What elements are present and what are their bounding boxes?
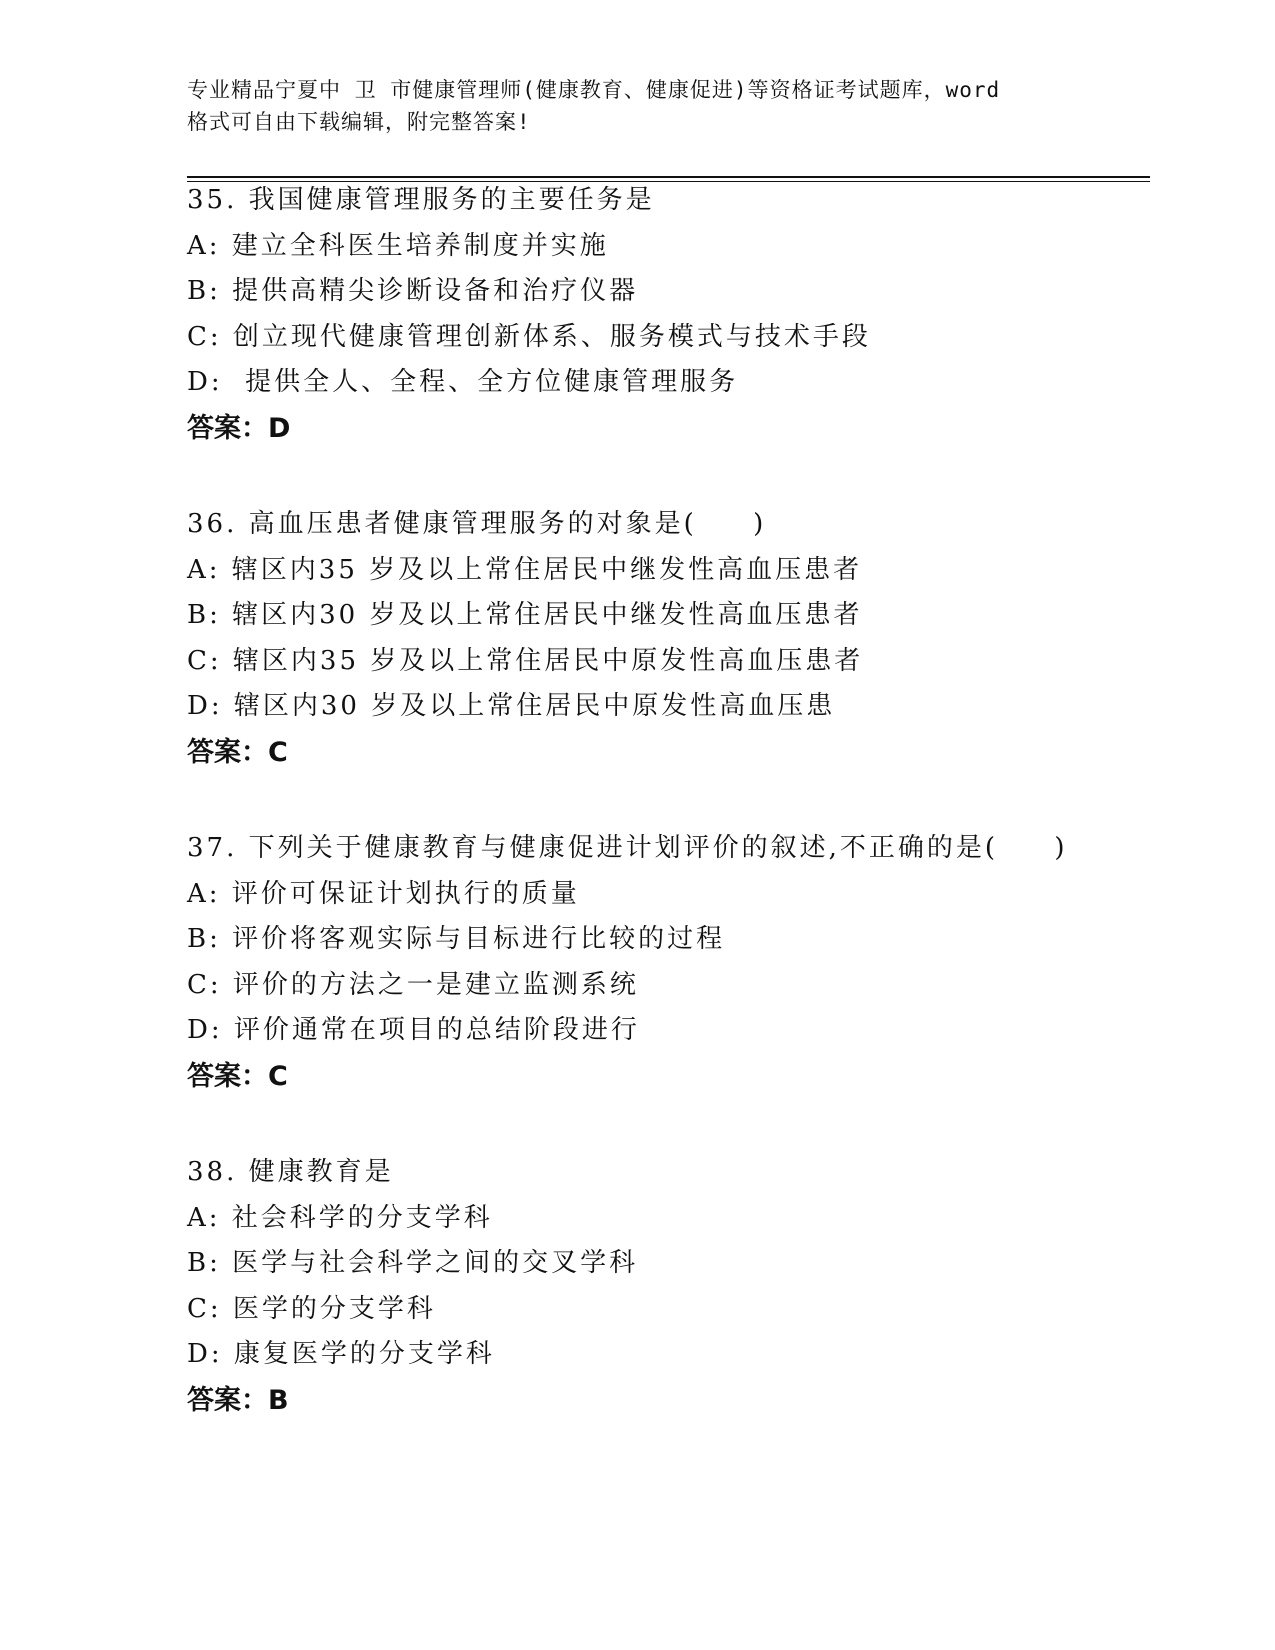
option-a: A: 社会科学的分支学科: [187, 1202, 493, 1233]
question-stem: 35. 我国健康管理服务的主要任务是: [187, 185, 655, 215]
option-b: B: 医学与社会科学之间的交叉学科: [187, 1248, 639, 1278]
option-d: D: 评价通常在项目的总结阶段进行: [187, 1015, 640, 1045]
option-a: A: 辖区内35 岁及以上常住居民中继发性高血压患者: [187, 554, 863, 585]
option-c: C: 评价的方法之一是建立监测系统: [187, 969, 639, 1000]
header-line-1: 专业精品宁夏中 卫 市健康管理师(健康教育、健康促进)等资格证考试题库，word: [187, 78, 1001, 102]
option-c: C: 医学的分支学科: [187, 1293, 436, 1324]
option-c: C: 辖区内35 岁及以上常住居民中原发性高血压患者: [187, 645, 864, 676]
question-stem: 37. 下列关于健康教育与健康促进计划评价的叙述,不正确的是( ): [187, 833, 1068, 863]
option-a: A: 评价可保证计划执行的质量: [187, 878, 580, 909]
answer-label: 答案：D: [187, 412, 291, 444]
question-38: [187, 1150, 1187, 1423]
answer-label: 答案：C: [187, 736, 288, 768]
question-37: [187, 826, 1187, 1099]
option-b: B: 辖区内30 岁及以上常住居民中继发性高血压患者: [187, 600, 863, 630]
option-b: B: 评价将客观实际与目标进行比较的过程: [187, 924, 726, 954]
option-d: D: 提供全人、全程、全方位健康管理服务: [187, 367, 739, 397]
question-36: [187, 502, 1187, 775]
question-stem: 38. 健康教育是: [187, 1157, 394, 1187]
answer-label: 答案：B: [187, 1384, 289, 1416]
header-line-2: 格式可自由下载编辑，附完整答案!: [187, 110, 531, 134]
question-stem: 36. 高血压患者健康管理服务的对象是( ): [187, 509, 767, 539]
option-b: B: 提供高精尖诊断设备和治疗仪器: [187, 276, 639, 306]
option-d: D: 康复医学的分支学科: [187, 1339, 495, 1369]
question-35: [187, 178, 1187, 451]
answer-label: 答案：C: [187, 1060, 288, 1092]
option-d: D: 辖区内30 岁及以上常住居民中原发性高血压患: [187, 691, 836, 721]
document-header: [187, 74, 1087, 138]
option-c: C: 创立现代健康管理创新体系、服务模式与技术手段: [187, 321, 871, 352]
option-a: A: 建立全科医生培养制度并实施: [187, 230, 609, 261]
